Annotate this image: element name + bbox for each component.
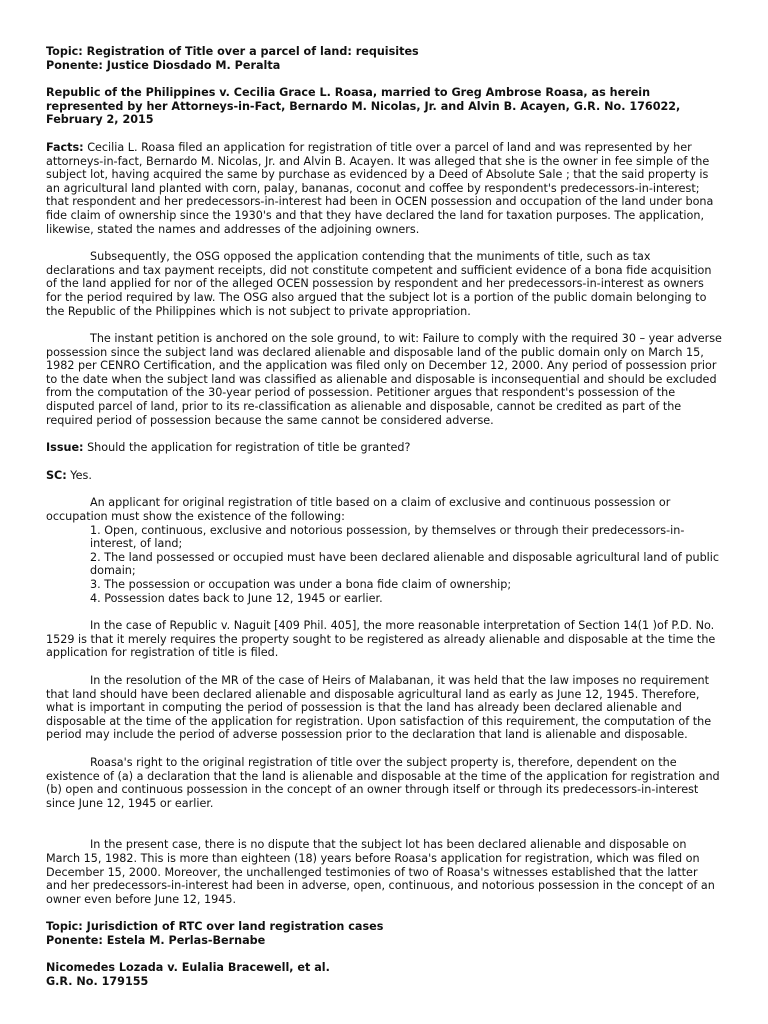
facts-paragraph [46,141,722,236]
case-title-1: Republic of the Philippines v. Cecilia Grace L. Roasa, married to Greg Ambrose Roasa, as herein represented by her Attorneys-in-Fact, Bernardo M. Nicolas, Jr. and Alvin B. Acayen, G.R. No. 176022, February 2, 2015 [46,86,681,127]
roasa-paragraph: Roasa's right to the original registration of title over the subject property is, therefore, dependent on the existence of (a) a declaration that the land is alienable and disposable at the time of the application for registration and (b) open and continuous possession in the concept of an owner through itself or through its predecessors-in-interest since June 12, 1945 or earlier. [46,755,720,810]
list-item: 1. Open, continuous, exclusive and notorious possession, by themselves or through their predecessors-in-interest, of land; [90,523,685,551]
ponente-2: Ponente: Estela M. Perlas-Bernabe [46,933,266,947]
case-title-2: Nicomedes Lozada v. Eulalia Bracewell, et al. [46,961,330,975]
list-item: 2. The land possessed or occupied must have been declared alienable and disposable agricultural land of public domain; [90,550,720,578]
petition-paragraph: The instant petition is anchored on the sole ground, to wit: Failure to comply with the required 30 – year adverse possession since the subject land was declared alienable and disposable land of the public domain only on March 15, 1982 per CENRO Certification, and the application was filed only on December 12, 2000. Any period of possession prior to the date when the subject land was classified as alienable and disposable is inconsequential and should be excluded from the computation of the 30-year period of possession. Petitioner argues that respondent's possession of the disputed parcel of land, prior to its re-classification as alienable and disposable, cannot be credited as part of the required period of possession because the same cannot be considered adverse. [46,332,722,427]
naguit-paragraph: In the case of Republic v. Naguit [409 Phil. 405], the more reasonable interpretation of Section 14(1 )of P.D. No. 1529 is that it merely requires the property sought to be registered as already alienable and disposable at the time the application for registration of title is filed. [46,619,716,660]
issue-label: Issue: [46,441,84,455]
present-case-paragraph: In the present case, there is no dispute that the subject lot has been declared alienable and disposable on March 15, 1982. This is more than eighteen (18) years before Roasa's application for registration, which was filed on December 15, 2000. Moreover, the unchallenged testimonies of two of Roasa's witnesses established that the latter and her predecessors-in-interest had been in adverse, open, continuous, and notorious possession in the concept of an owner even before June 12, 1945. [46,838,715,906]
osg-paragraph: Subsequently, the OSG opposed the application contending that the muniments of title, such as tax declarations and tax payment receipts, did not constitute competent and sufficient evidence of a bona fide acquisition of the land applied for nor of the alleged OCEN possession by respondent and her predecessors-in-interest as owners for the period required by law. The OSG also argued that the subject lot is a portion of the public domain belonging to the Republic of the Philippines which is not subject to private appropriation. [46,250,712,318]
topic-heading-1: Topic: Registration of Title over a parcel of land: requisites [46,45,419,58]
sc-paragraph [46,469,722,483]
topic-heading-2: Topic: Jurisdiction of RTC over land registration cases [46,920,384,934]
facts-label: Facts: [46,140,84,154]
issue-text: Should the application for registration of title be granted? [83,441,411,455]
document-page [46,45,722,989]
issue-paragraph [46,441,722,455]
list-item: 3. The possession or occupation was under a bona fide claim of ownership; [90,578,512,591]
list-item: 4. Possession dates back to June 12, 1945 or earlier. [90,591,383,605]
sc-text: Yes. [66,468,92,482]
case-grno-2: G.R. No. 179155 [46,975,149,989]
malabanan-paragraph: In the resolution of the MR of the case of Heirs of Malabanan, it was held that the law imposes no requirement that land should have been declared alienable and disposable agricultural land as early as June 12, 1945. Therefore, what is important in computing the period of possession is that the land has already been declared alienable and disposable at the time of the application for registration. Upon satisfaction of this requirement, the computation of the period may include the period of adverse possession prior to the declaration that land is alienable and disposable. [46,673,712,742]
facts-text: Cecilia L. Roasa filed an application for registration of title over a parcel of land and was represented by her attorneys-in-fact, Bernardo M. Nicolas, Jr. and Alvin B. Acayen. It was alleged that she is the owner in fee simple of the subject lot, having acquired the same by purchase as evidenced by a Deed of Absolute Sale ; that the said property is an agricultural land planted with corn, palay, bananas, coconut and coffee by respondent's predecessors-in-interest; that respondent and her predecessors-in-interest had been in OCEN possession and occupation of the land under bona fide claim of ownership since the 1930's and that they have declared the land for taxation purposes. The application, likewise, stated the names and addresses of the adjoining owners. [46,140,714,236]
sc-label: SC: [46,468,67,482]
requisites-list [90,524,722,606]
applicant-paragraph: An applicant for original registration of title based on a claim of exclusive and continuous possession or occupation must show the existence of the following: [46,496,671,524]
ponente-1: Ponente: Justice Diosdado M. Peralta [46,58,281,72]
